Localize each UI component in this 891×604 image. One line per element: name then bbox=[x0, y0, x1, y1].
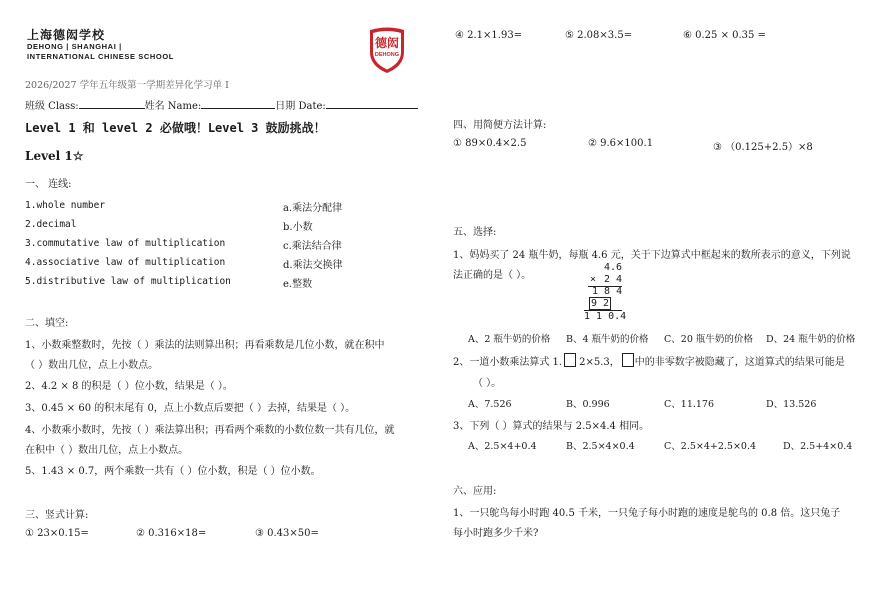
date-field[interactable] bbox=[326, 99, 418, 109]
date-label: 日期 Date: bbox=[275, 101, 326, 112]
worksheet-title: 2026/2027 学年五年级第一学期差异化学习单 I bbox=[25, 80, 229, 91]
section-1-heading: 一、 连线: bbox=[25, 179, 72, 190]
calc-boxed-number: 9 2 bbox=[591, 298, 610, 309]
section-2-heading: 二、填空: bbox=[25, 318, 69, 329]
choice-q1-option-b[interactable]: B、4 瓶牛奶的价格 bbox=[566, 334, 649, 345]
choice-q1-line1: 1、妈妈买了 24 瓶牛奶，每瓶 4.6 元，关于下边算式中框起来的数所表示的意义，下列说 bbox=[453, 250, 851, 261]
calc-row-3: 1 8 4 bbox=[592, 286, 623, 297]
fill-q5: 5、1.43 × 0.7，两个乘数一共有（ ）位小数，积是（ ）位小数。 bbox=[25, 466, 321, 477]
vertical-calc-6: ⑥ 0.25 × 0.35 = bbox=[683, 30, 766, 41]
choice-q1-line2: 法正确的是（ ）。 bbox=[453, 270, 532, 281]
section-6-heading: 六、应用: bbox=[453, 486, 497, 497]
fill-q4-line1: 4、小数乘小数时，先按（ ）乘法算出积；再看两个乘数的小数位数一共有几位，就 bbox=[25, 425, 395, 436]
school-name-line1: DEHONG | SHANGHAI | bbox=[27, 42, 122, 51]
student-info-row bbox=[25, 97, 418, 112]
school-logo-shield bbox=[367, 26, 407, 74]
name-field[interactable] bbox=[201, 99, 275, 109]
fill-q1-line1: 1、小数乘整数时，先按（ ）乘法的法则算出积；再看乘数是几位小数，就在积中 bbox=[25, 340, 385, 351]
simplify-2: ② 9.6×100.1 bbox=[588, 138, 654, 149]
choice-q1-option-c[interactable]: C、20 瓶牛奶的价格 bbox=[664, 334, 753, 345]
choice-q1-option-a[interactable]: A、2 瓶牛奶的价格 bbox=[468, 334, 551, 345]
vertical-calc-5: ⑤ 2.08×3.5= bbox=[565, 30, 633, 41]
match-left-1: 1.whole number bbox=[25, 200, 106, 211]
calc-row-1: 4.6 bbox=[604, 262, 623, 273]
choice-q3-option-a[interactable]: A、2.5×4+0.4 bbox=[468, 441, 537, 452]
simplify-1: ① 89×0.4×2.5 bbox=[453, 138, 527, 149]
choice-q2-pre: 2、一道小数乘法算式 1. bbox=[453, 357, 563, 368]
calc-row-2: 2 4 bbox=[604, 274, 623, 285]
vertical-calc-1: ① 23×0.15= bbox=[25, 528, 89, 539]
match-right-d: d.乘法交换律 bbox=[283, 260, 343, 271]
choice-q2-mid: 2×5.3， bbox=[579, 357, 620, 368]
match-left-2: 2.decimal bbox=[25, 219, 77, 230]
choice-q2-line2: （ ）。 bbox=[473, 378, 502, 389]
class-label: 班级 Class: bbox=[25, 101, 79, 112]
calc-result: 1 1 0.4 bbox=[584, 311, 627, 322]
vertical-calc-2: ② 0.316×18= bbox=[136, 528, 207, 539]
choice-q2-post: 中的非零数字被隐藏了，这道算式的结果可能是 bbox=[634, 357, 845, 368]
school-name-line2: INTERNATIONAL CHINESE SCHOOL bbox=[27, 52, 174, 61]
match-right-a: a.乘法分配律 bbox=[283, 203, 343, 214]
choice-q2-line1 bbox=[453, 353, 845, 368]
hidden-digit-box-2 bbox=[622, 353, 634, 367]
choice-q3-option-d[interactable]: D、2.5+4×0.4 bbox=[783, 441, 853, 452]
vertical-calc-4: ④ 2.1×1.93= bbox=[455, 30, 523, 41]
fill-q4-line2: 在积中（ ）数出几位，点上小数点。 bbox=[25, 445, 189, 456]
match-right-e: e.整数 bbox=[283, 279, 313, 290]
fill-q1-line2: （ ）数出几位，点上小数点。 bbox=[25, 360, 159, 371]
choice-q3: 3、下列（ ）算式的结果与 2.5×4.4 相同。 bbox=[453, 421, 650, 432]
match-left-3: 3.commutative law of multiplication bbox=[25, 238, 226, 249]
school-name-cn: 上海德闳学校 bbox=[27, 28, 106, 42]
instruction-line: Level 1 和 level 2 必做哦！Level 3 鼓励挑战！ bbox=[25, 121, 326, 135]
calc-operator: × bbox=[590, 274, 597, 285]
section-5-heading: 五、选择: bbox=[453, 227, 497, 238]
fill-q3: 3、0.45 × 60 的积末尾有 0，点上小数点后要把（ ）去掉，结果是（ ）。 bbox=[25, 403, 356, 414]
match-left-4: 4.associative law of multiplication bbox=[25, 257, 226, 268]
name-label: 姓名 Name: bbox=[144, 101, 202, 112]
match-right-c: c.乘法结合律 bbox=[283, 241, 342, 252]
section-4-heading: 四、用简便方法计算: bbox=[453, 120, 547, 131]
application-q1-line2: 每小时跑多少千米? bbox=[453, 528, 539, 539]
school-logo-text: DEHONG bbox=[374, 52, 400, 58]
choice-q2-option-d[interactable]: D、13.526 bbox=[766, 399, 817, 410]
choice-q2-option-a[interactable]: A、7.526 bbox=[468, 399, 512, 410]
class-field[interactable] bbox=[79, 99, 145, 109]
choice-q2-option-b[interactable]: B、0.996 bbox=[566, 399, 610, 410]
school-logo-chars: 德闳 bbox=[374, 36, 399, 50]
vertical-calc-3: ③ 0.43×50= bbox=[255, 528, 319, 539]
level-heading: Level 1☆ bbox=[25, 149, 84, 163]
fill-q2: 2、4.2 × 8 的积是（ ）位小数，结果是（ ）。 bbox=[25, 381, 233, 392]
choice-q3-option-c[interactable]: C、2.5×4+2.5×0.4 bbox=[664, 441, 757, 452]
choice-q1-option-d[interactable]: D、24 瓶牛奶的价格 bbox=[766, 334, 856, 345]
choice-q2-option-c[interactable]: C、11.176 bbox=[664, 399, 715, 410]
application-q1-line1: 1、一只鸵鸟每小时跑 40.5 千米，一只兔子每小时跑的速度是鸵鸟的 0.8 倍。这只兔子 bbox=[453, 508, 841, 519]
match-left-5: 5.distributive law of multiplication bbox=[25, 276, 231, 287]
hidden-digit-box-1 bbox=[564, 353, 576, 367]
section-3-heading: 三、竖式计算: bbox=[25, 510, 89, 521]
simplify-3: ③ （0.125+2.5）×8 bbox=[713, 142, 813, 153]
match-right-b: b.小数 bbox=[283, 222, 313, 233]
choice-q3-option-b[interactable]: B、2.5×4×0.4 bbox=[566, 441, 635, 452]
